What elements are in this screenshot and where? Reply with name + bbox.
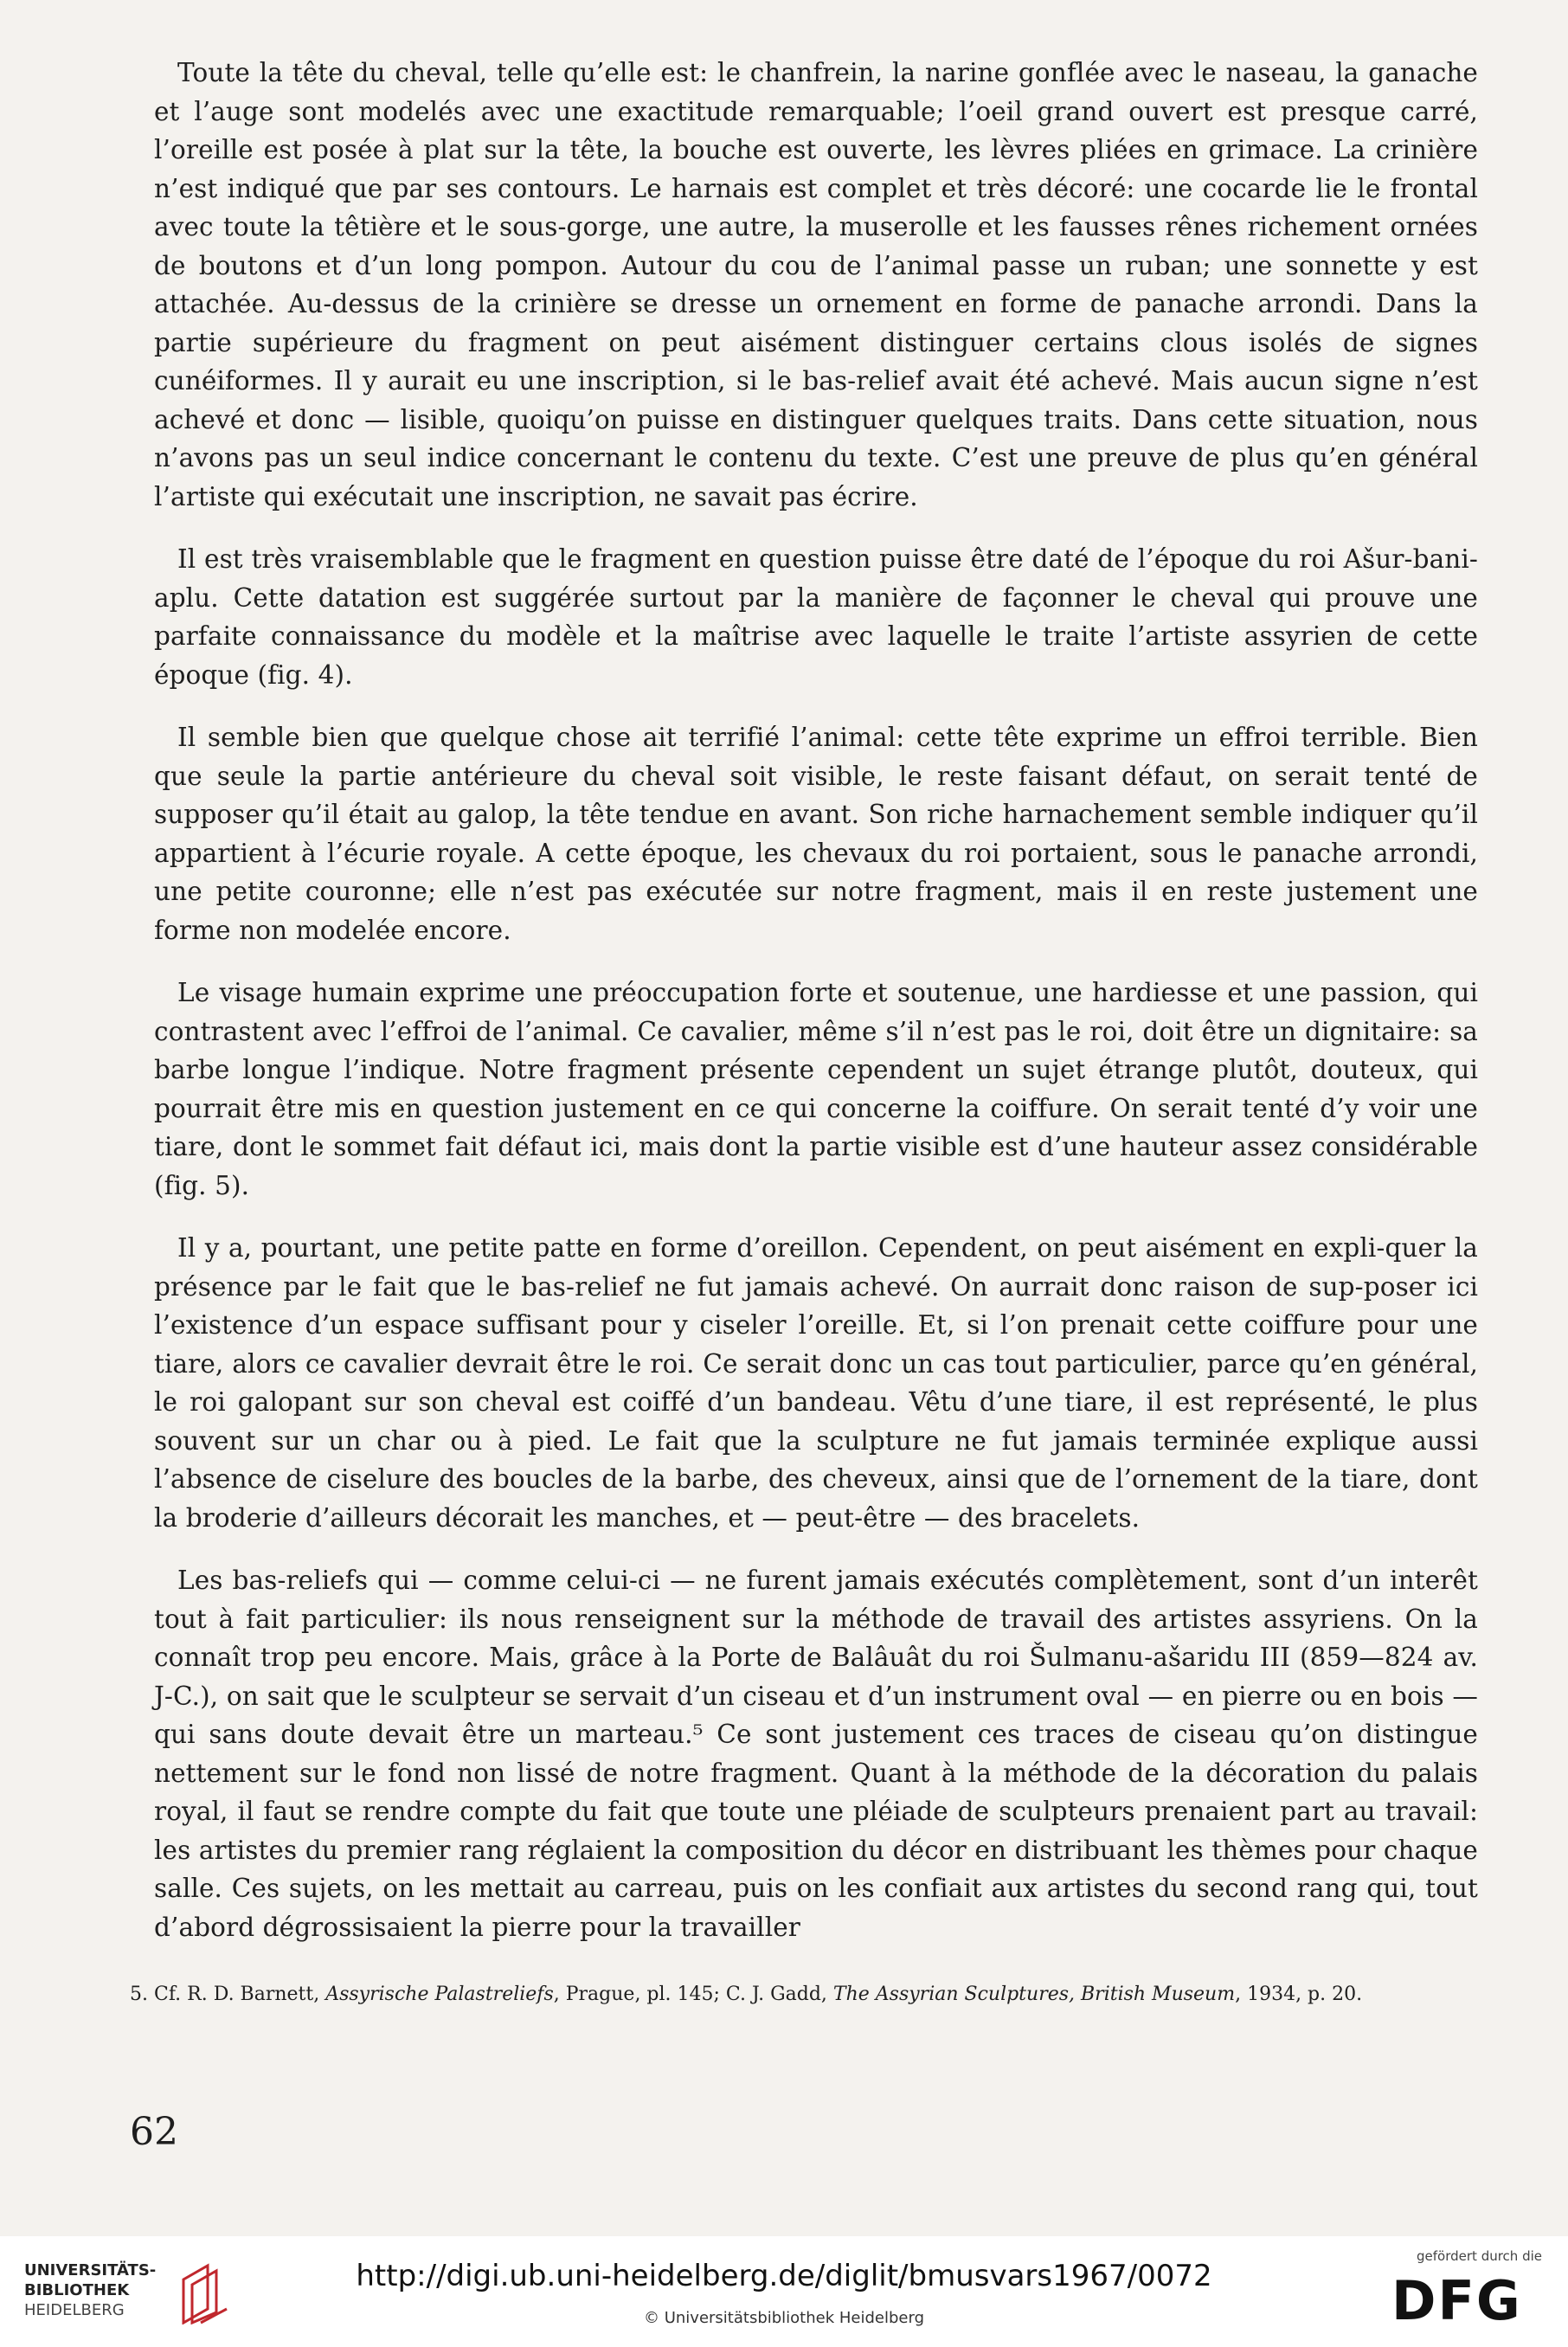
library-line-2: BIBLIOTHEK [24, 2281, 130, 2299]
paragraph-4: Le visage humain exprime une préoccupation forte et soutenue, une hardiesse et une passion, qui contrastent avec l’effroi de l’animal. Ce cavalier, même s’il n’est pas le roi, doit être un dignitaire: sa barbe longue l’indique. Notre fragment présente cependent un sujet étrange plutôt, douteux, qui pourrait être mis en question justement en ce qui concerne la coiffure. On serait tenté d’y voir une tiare, dont le sommet fait défaut ici, mais dont la partie visible est d’une hauteur assez considérable (fig. 5). [154, 978, 1478, 1200]
body-text [154, 54, 1478, 1971]
paragraph-5: Il y a, pourtant, une petite patte en forme d’oreillon. Cependent, on peut aisément en expli-quer la présence par le fait que le bas-relief ne fut jamais achevé. On aurrait donc raison de sup-poser ici l’existence d’un espace suffisant pour y ciseler l’oreille. Et, si l’on prenait cette coiffure pour une tiare, alors ce cavalier devrait être le roi. Ce serait donc un cas tout particulier, parce qu’en général, le roi galopant sur son cheval est coiffé d’un bandeau. Vêtu d’une tiare, il est représenté, le plus souvent sur un char ou à pied. Le fait que la sculpture ne fut jamais terminée explique aussi l’absence de ciselure des boucles de la barbe, des cheveux, ainsi que de l’ornement de la tiare, dont la broderie d’ailleurs décorait les manches, et — peut-être — des bracelets. [154, 1233, 1478, 1533]
footnote-title-2: The Assyrian Sculptures, British Museum [832, 1984, 1236, 2005]
footnote-title-1: Assyrische Palastreliefs [325, 1984, 554, 2005]
source-url-link[interactable]: http://digi.ub.uni-heidelberg.de/diglit/bmusvars1967/0072 [356, 2259, 1212, 2293]
paragraph-6: Les bas-reliefs qui — comme celui-ci — ne furent jamais exécutés complètement, sont d’un interêt tout à fait particulier: ils nous renseignent sur la méthode de travail des artistes assyriens. On la connaît trop peu encore. Mais, grâce à la Porte de Balâuât du roi Šulmanu-ašaridu III (859—824 av. J-C.), on sait que le sculpteur se servait d’un ciseau et d’un instrument oval — en pierre ou en bois — qui sans doute devait être un marteau.⁵ Ce sont justement ces traces de ciseau qu’on distingue nettement sur le fond non lissé de notre fragment. Quant à la méthode de la décoration du palais royal, il faut se rendre compte du fait que toute une pléiade de sculpteurs prenaient part au travail: les artistes du premier rang réglaient la composition du décor en distribuant les thèmes pour chaque salle. Ces sujets, on les mettait au carreau, puis on les confiait aux artistes du second rang qui, tout d’abord dégrossisaient la pierre pour la travailler [154, 1566, 1478, 1942]
funded-by-label: gefördert durch die [1417, 2248, 1542, 2264]
footnote-prefix: 5. Cf. R. D. Barnett, [130, 1984, 326, 2005]
footnote-suffix: , 1934, p. 20. [1235, 1984, 1363, 2005]
dfg-logo-icon: DFG [1391, 2269, 1522, 2332]
paragraph-1: Toute la tête du cheval, telle qu’elle est: le chanfrein, la narine gonflée avec le naseau, la ganache et l’auge sont modelés avec une exactitude remarquable; l’oeil grand ouvert est presque carré, l’oreille est posée à plat sur la tête, la bouche est ouverte, les lèvres pliées en grimace. La crinière n’est indiqué que par ses contours. Le harnais est complet et très décoré: une cocarde lie le frontal avec toute la têtière et le sous-gorge, une autre, la muserolle et les fausses rênes richement ornées de boutons et d’un long pompon. Autour du cou de l’animal passe un ruban; une sonnette y est attachée. Au-dessus de la crinière se dresse un ornement en forme de panache arrondi. Dans la partie supérieure du fragment on peut aisément distinguer certains clous isolés de signes cunéiformes. Il y aurait eu une inscription, si le bas-relief avait été achevé. Mais aucun signe n’est achevé et donc — lisible, quoiqu’on puisse en distinguer quelques traits. Dans cette situation, nous n’avons pas un seul indice concernant le contenu du texte. C’est une preuve de plus qu’en général l’artiste qui exécutait une inscription, ne savait pas écrire. [154, 58, 1478, 511]
copyright-notice: © Universitätsbibliothek Heidelberg [643, 2309, 924, 2327]
paragraph-2: Il est très vraisemblable que le fragment en question puisse être daté de l’époque du roi Ašur-bani-aplu. Cette datation est suggérée surtout par la manière de façonner le cheval qui prouve une parfaite connaissance du modèle et la maîtrise avec laquelle le traite l’artiste assyrien de cette époque (fig. 4). [154, 544, 1478, 690]
library-line-1: UNIVERSITÄTS- [24, 2261, 157, 2279]
library-line-3: HEIDELBERG [24, 2301, 125, 2319]
page-number: 62 [130, 2110, 178, 2154]
footer-bar [0, 2236, 1568, 2347]
footnote-mid: , Prague, pl. 145; C. J. Gadd, [553, 1984, 833, 2005]
footnote [130, 1982, 1480, 2008]
dfg-sponsor[interactable] [1391, 2248, 1547, 2335]
paragraph-3: Il semble bien que quelque chose ait terrifié l’animal: cette tête exprime un effroi terrible. Bien que seule la partie antérieure du cheval soit visible, le reste faisant défaut, on serait tenté de supposer qu’il était au galop, la tête tendue en avant. Son riche harnachement semble indiquer qu’il appartient à l’écurie royale. A cette époque, les chevaux du roi portaient, sous le panache arrondi, une petite couronne; elle n’est pas exécutée sur notre fragment, mais il en reste justement une forme non modelée encore. [154, 723, 1478, 945]
